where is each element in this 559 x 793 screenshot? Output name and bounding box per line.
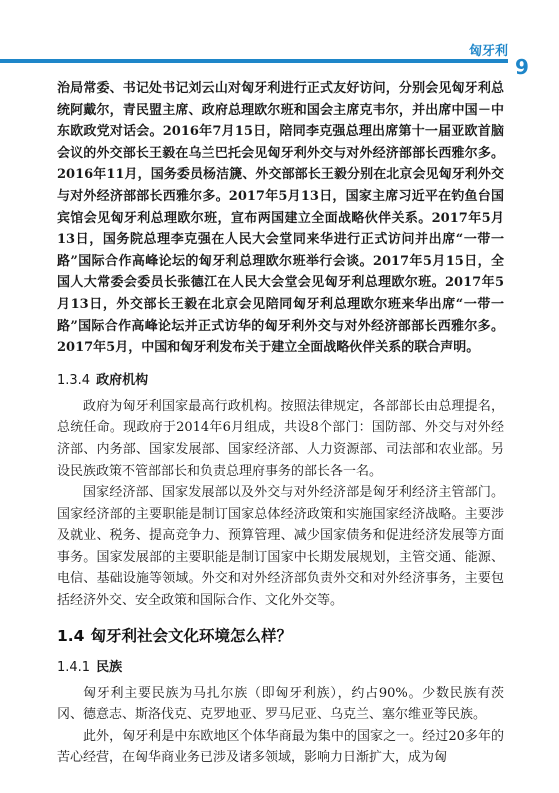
section-heading-1-4-1 [57, 656, 504, 675]
continued-paragraph: 治局常委、书记处书记刘云山对匈牙利进行正式友好访问，分别会见匈牙利总统阿戴尔，青民盟主席、政府总理欧尔班和国会主席克韦尔，并出席中国－中东欧政党对话会。2016年7月15日，陪同李克强总理出席第十一届亚欧首脑会议的外交部长王毅在乌兰巴托会见匈牙利外交与对外经济部部长西雅尔多。2016年11月，国务委员杨洁篪、外交部部长王毅分别在北京会见匈牙利外交与对外经济部部长西雅尔多。2017年5月13日，国家主席习近平在钓鱼台国宾馆会见匈牙利总理欧尔班，宣布两国建立全面战略伙伴关系。2017年5月13日，国务院总理李克强在人民大会堂同来华进行正式访问并出席“一带一路”国际合作高峰论坛的匈牙利总理欧尔班举行会谈。2017年5月15日，全国人大常委会委员长张德江在人民大会堂会见匈牙利总理欧尔班。2017年5月13日，外交部长王毅在北京会见陪同匈牙利总理欧尔班来华出席“一带一路”国际合作高峰论坛并正式访华的匈牙利外交与对外经济部部长西雅尔多。2017年5月，中国和匈牙利发布关于建立全面战略伙伴关系的联合声明。 [57, 81, 504, 356]
body-paragraph: 匈牙利主要民族为马扎尔族（即匈牙利族），约占90%。少数民族有茨冈、德意志、斯洛伐克、克罗地亚、罗马尼亚、乌克兰、塞尔维亚等民族。 [57, 685, 504, 723]
running-header-title: 匈牙利 [468, 44, 508, 59]
section-title: 匈牙利社会文化环境怎么样？ [90, 626, 292, 645]
section-number: 1.4 [57, 626, 85, 645]
section-title: 政府机构 [96, 372, 149, 388]
section-title: 民族 [96, 659, 123, 675]
section-number: 1.3.4 [57, 372, 91, 388]
page-number: 9 [515, 55, 529, 79]
section-heading-1-3-4 [57, 369, 504, 388]
body-paragraph: 政府为匈牙利国家最高行政机构。按照法律规定，各部部长由总理提名，总统任命。现政府于2014年6月组成，共设8个部门：国防部、外交与对外经济部、内务部、国家发展部、国家经济部、人力资源部、司法部和农业部。另设民族政策不管部部长和负责总理府事务的部长各一名。 [57, 398, 504, 479]
page-content [57, 78, 504, 769]
body-paragraph: 国家经济部、国家发展部以及外交与对外经济部是匈牙利经济主管部门。国家经济部的主要职能是制订国家总体经济政策和实施国家经济战略。主要涉及就业、税务、提高竞争力、预算管理、减少国家债务和促进经济发展等方面事务。国家发展部的主要职能是制订国家中长期发展规划，主管交通、能源、电信、基础设施等领域。外交和对外经济部负责外交和对外经济事务，主要包括经济外交、安全政策和国际合作、文化外交等。 [57, 485, 504, 609]
body-paragraph: 此外，匈牙利是中东欧地区个体华商最为集中的国家之一。经过20多年的苦心经营，在匈华商业务已涉及诸多领域，影响力日渐扩大，成为匈 [57, 728, 504, 766]
section-number: 1.4.1 [57, 659, 91, 675]
section-heading-1-4 [57, 624, 504, 646]
header-accent-bar [0, 59, 508, 63]
